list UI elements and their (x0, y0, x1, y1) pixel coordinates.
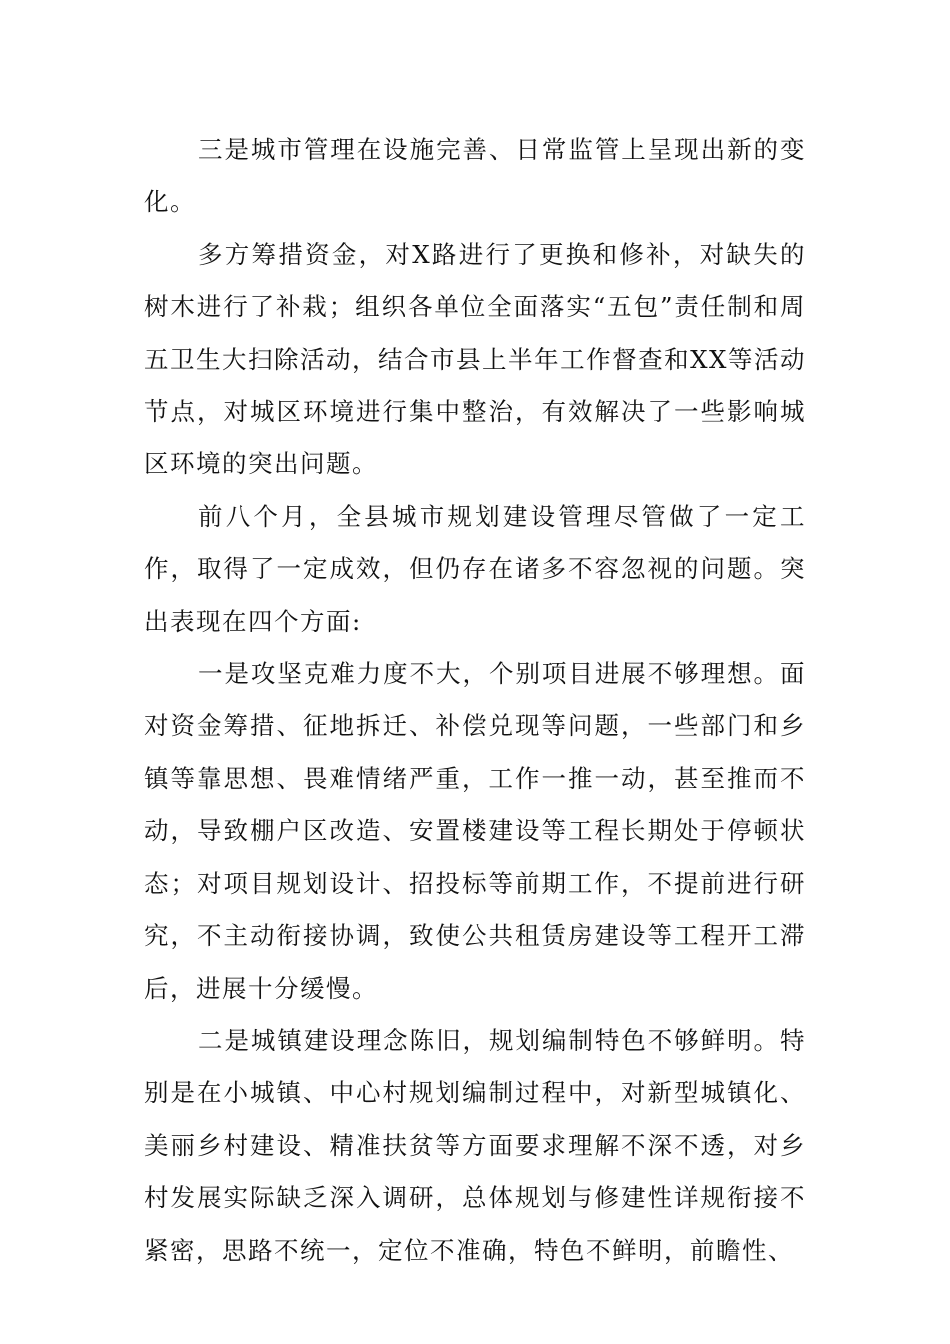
paragraph-city-management: 三是城市管理在设施完善、日常监管上呈现出新的变化。 (144, 135, 806, 217)
paragraph-funding-measures: 多方筹措资金，对X路进行了更换和修补，对缺失的树木进行了补栽；组织各单位全面落实“五包”责任制和周五卫生大扫除活动，结合市县上半年工作督查和XX等活动节点，对城区环境进行集中整治，有效解决了一些影响城区环境的突出问题。 (144, 239, 806, 479)
paragraph-problem-two: 二是城镇建设理念陈旧，规划编制特色不够鲜明。特别是在小城镇、中心村规划编制过程中，对新型城镇化、美丽乡村建设、精准扶贫等方面要求理解不深不透，对乡村发展实际缺乏深入调研，总体规划与修建性详规衔接不紧密，思路不统一，定位不准确，特色不鲜明，前瞻性、 (144, 1025, 806, 1265)
document-page (144, 124, 806, 1277)
paragraph-problem-one: 一是攻坚克难力度不大，个别项目进展不够理想。面对资金筹措、征地拆迁、补偿兑现等问题，一些部门和乡镇等靠思想、畏难情绪严重，工作一推一动，甚至推而不动，导致棚户区改造、安置楼建设等工程长期处于停顿状态；对项目规划设计、招投标等前期工作，不提前进行研究，不主动衔接协调，致使公共租赁房建设等工程开工滞后，进展十分缓慢。 (144, 659, 806, 1003)
paragraph-problems-intro: 前八个月，全县城市规划建设管理尽管做了一定工作，取得了一定成效，但仍存在诸多不容忽视的问题。突出表现在四个方面: (144, 501, 806, 636)
